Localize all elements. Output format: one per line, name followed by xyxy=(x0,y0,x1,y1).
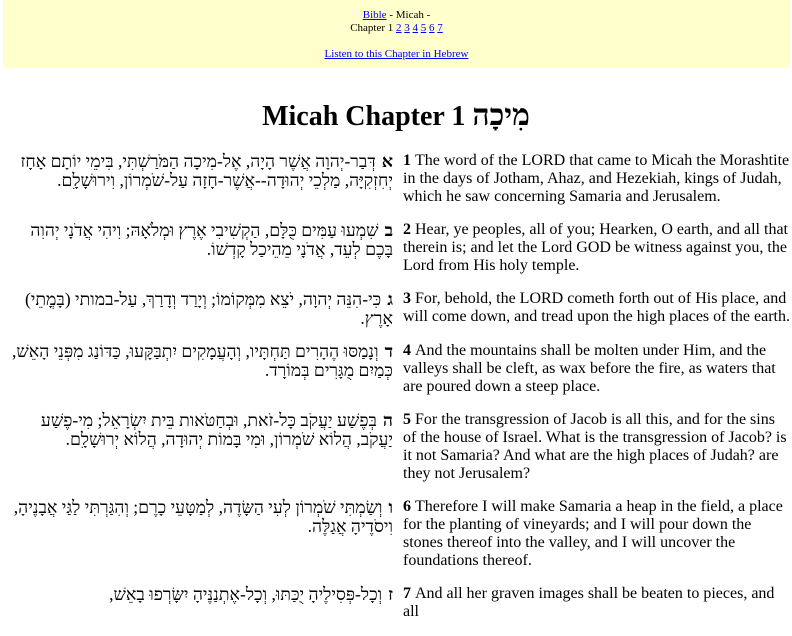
hebrew-verse-number: ו xyxy=(388,497,393,517)
verse-row xyxy=(8,152,790,221)
hebrew-verse xyxy=(8,342,397,411)
verse-row xyxy=(8,290,790,342)
english-verse-number: 6 xyxy=(403,498,411,515)
hebrew-verse-number: ב xyxy=(384,220,393,240)
hebrew-verse-number: ז xyxy=(388,584,393,604)
english-verse xyxy=(397,411,790,498)
english-verse-number: 2 xyxy=(403,221,411,238)
title-hebrew: מִיכָה xyxy=(472,99,530,132)
english-verse xyxy=(397,498,790,585)
chapter-navigation xyxy=(3,0,790,68)
book-label: - Micah - xyxy=(386,9,431,21)
verse-row xyxy=(8,411,790,498)
hebrew-verse-number: ד xyxy=(384,341,393,361)
verses-table xyxy=(8,152,790,636)
hebrew-verse-text: וְנָמַסּוּ הֶהָרִים תַּחְתָּיו, וְהָעֲמָקִים יִתְבַּקָּעוּ, כַּדּוֹנַג מִפְּנֵי הָאֵשׁ, כְּמַיִם מֻגָּרִים בְּמוֹרָד. xyxy=(12,341,393,380)
english-verse-text: The word of the LORD that came to Micah the Morashtite in the days of Jotham, Ahaz, and Hezekiah, kings of Judah, which he saw concerning Samaria and Jerusalem. xyxy=(403,152,790,205)
hebrew-verse-text: בְּפֶשַׁע יַעֲקֹב כָּל-זֹאת, וּבְחַטֹּאות בֵּית יִשְׂרָאֵל; מִי-פֶשַׁע יַעֲקֹב, הֲלוֹא שֹׁמְרוֹן, וּמִי בָּמוֹת יְהוּדָה, הֲלוֹא יְרוּשָׁלִָם. xyxy=(40,410,393,449)
hebrew-verse xyxy=(8,152,397,221)
hebrew-verse-text: כִּי-הִנֵּה יְהוָה, יֹצֵא מִמְּקוֹמוֹ; וְיָרַד וְדָרַךְ, עַל-במותי (בָּמֳתֵי) אָרֶץ. xyxy=(24,289,393,328)
english-verse xyxy=(397,342,790,411)
chapter-link-5[interactable]: 5 xyxy=(420,22,427,34)
hebrew-verse-text: וְכָל-פְּסִילֶיהָ יֻכַּתּוּ, וְכָל-אֶתְנַנֶּיהָ יִשָּׂרְפוּ בָאֵשׁ, xyxy=(109,584,383,604)
hebrew-verse-text: שִׁמְעוּ עַמִּים כֻּלָּם, הַקְשִׁיבִי אֶרֶץ וּמְלֹאָהּ; וִיהִי אֲדֹנָי יְהוִה בָּכֶם לְעֵד, אֲדֹנָי מֵהֵיכַל קָדְשׁוֹ. xyxy=(30,220,393,259)
hebrew-verse xyxy=(8,498,397,585)
bible-link[interactable]: Bible xyxy=(362,9,387,21)
english-verse xyxy=(397,585,790,636)
hebrew-verse xyxy=(8,585,397,636)
hebrew-verse-text: דְּבַר-יְהוָה אֲשֶׁר הָיָה, אֶל-מִיכָה הַמֹּרַשְׁתִּי, בִּימֵי יוֹתָם אָחָז יְחִזְקִיָּה, מַלְכֵי יְהוּדָה--אֲשֶׁר-חָזָה עַל-שֹׁמְרוֹן, וִירוּשָׁלִָם. xyxy=(20,151,393,190)
english-verse xyxy=(397,221,790,290)
english-verse-text: Hear, ye peoples, all of you; Hearken, O earth, and all that therein is; and let the Lord GOD be witness against you, the Lord from His holy temple. xyxy=(403,221,788,274)
hebrew-verse-number: א xyxy=(381,151,393,171)
hebrew-verse xyxy=(8,290,397,342)
english-verse-number: 5 xyxy=(403,411,411,428)
hebrew-verse-number: ג xyxy=(387,289,393,309)
english-verse xyxy=(397,290,790,342)
english-verse-number: 4 xyxy=(403,342,411,359)
english-verse-number: 7 xyxy=(403,585,411,602)
verse-row xyxy=(8,585,790,636)
english-verse-text: For the transgression of Jacob is all this, and for the sins of the house of Israel. What is the transgression of Jacob? is it not Samaria? And what are the high places of Judah? are they not Jerusalem? xyxy=(403,411,787,482)
english-verse-number: 1 xyxy=(403,152,411,169)
verse-row xyxy=(8,498,790,585)
verse-row xyxy=(8,342,790,411)
page-title xyxy=(0,98,792,135)
english-verse-text: For, behold, the LORD cometh forth out of His place, and will come down, and tread upon the high places of the earth. xyxy=(403,290,790,325)
chapter-label: Chapter 1 xyxy=(350,22,394,34)
hebrew-verse-text: וְשַׂמְתִּי שֹׁמְרוֹן לְעִי הַשָּׂדֶה, לְמַטָּעֵי כָרֶם; וְהִגַּרְתִּי לַגַּי אֲבָנֶיהָ, וִיסֹדֶיהָ אֲגַלֶּה. xyxy=(13,497,393,536)
title-english: Micah Chapter 1 xyxy=(262,101,466,132)
hebrew-verse xyxy=(8,411,397,498)
english-verse-number: 3 xyxy=(403,290,411,307)
chapter-link-4[interactable]: 4 xyxy=(412,22,419,34)
chapter-link-2[interactable]: 2 xyxy=(396,22,402,34)
english-verse-text: Therefore I will make Samaria a heap in the field, a place for the planting of vineyards; and I will pour down the stones thereof into the valley, and I will uncover the foundations thereof. xyxy=(403,498,783,569)
verse-row xyxy=(8,221,790,290)
hebrew-verse-number: ה xyxy=(382,410,393,430)
hebrew-verse xyxy=(8,221,397,290)
listen-hebrew-link[interactable]: Listen to this Chapter in Hebrew xyxy=(324,48,469,60)
english-verse-text: And the mountains shall be molten under Him, and the valleys shall be cleft, as wax before the fire, as waters that are poured down a steep place. xyxy=(403,342,776,395)
chapter-link-6[interactable]: 6 xyxy=(429,22,435,34)
english-verse xyxy=(397,152,790,221)
english-verse-text: And all her graven images shall be beaten to pieces, and all xyxy=(403,585,775,620)
chapter-link-7[interactable]: 7 xyxy=(437,22,443,34)
chapter-link-3[interactable]: 3 xyxy=(404,22,410,34)
